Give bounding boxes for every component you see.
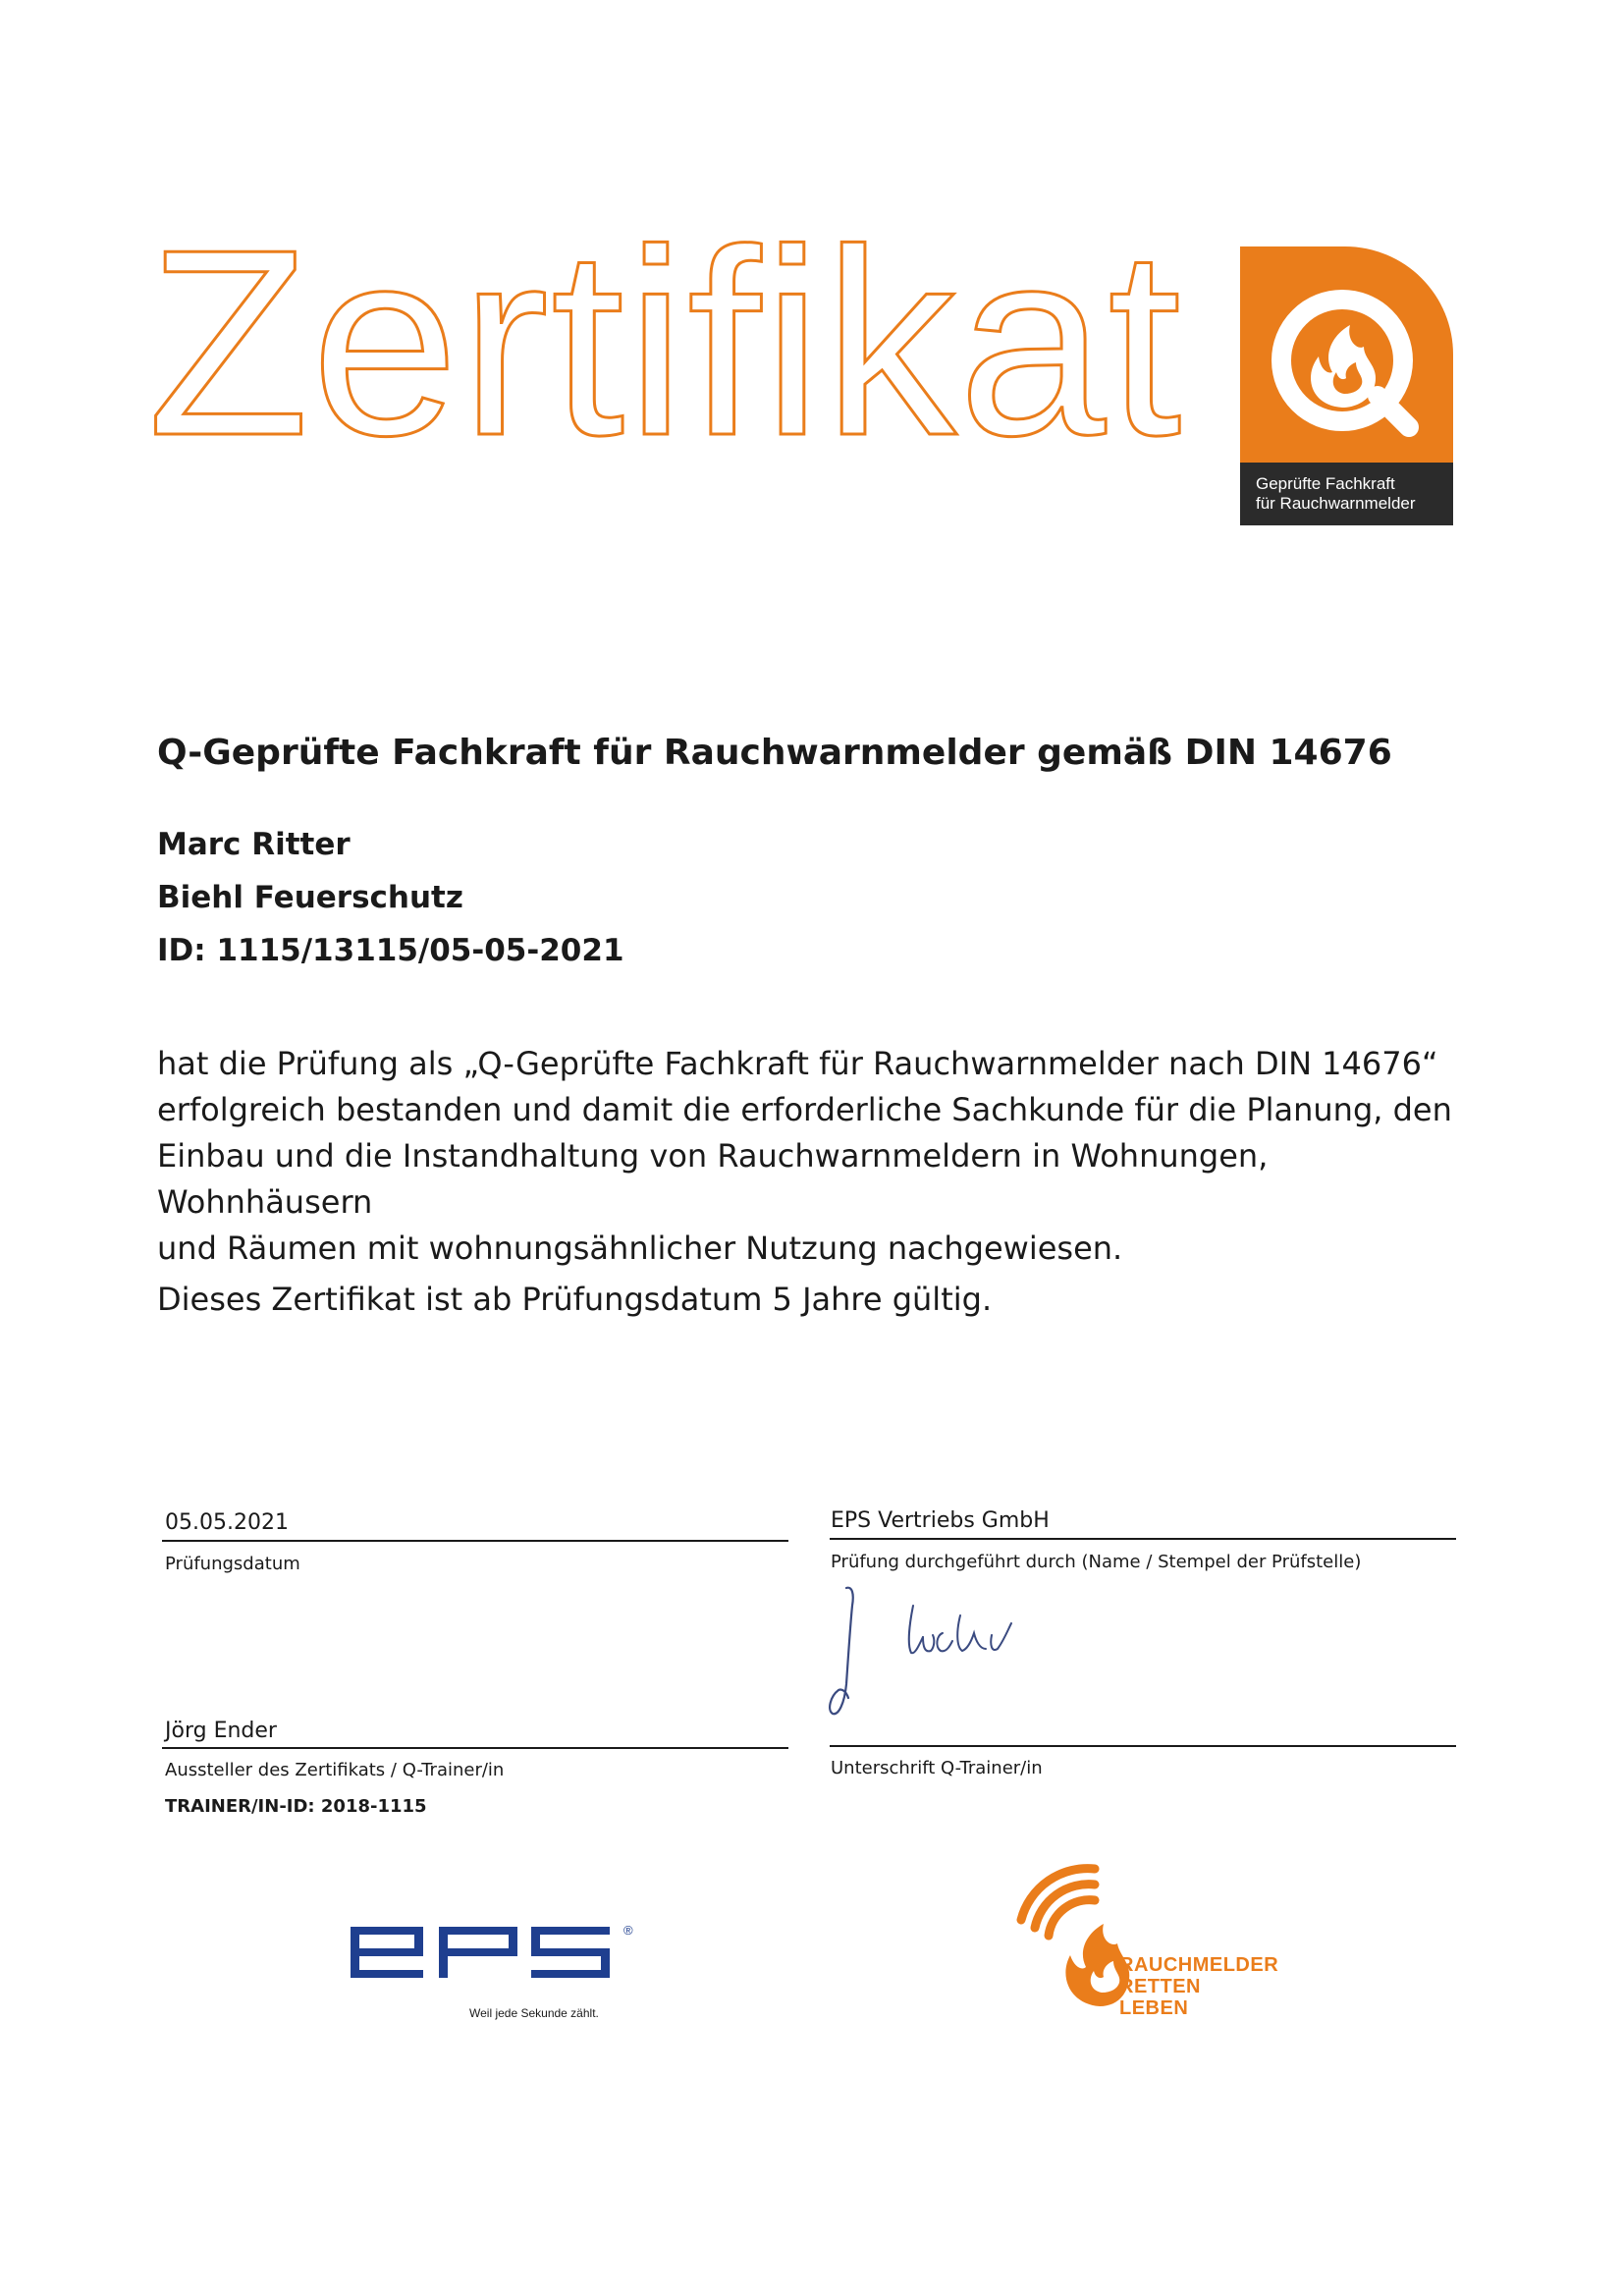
body-line: Einbau und die Instandhaltung von Rauchwarnmeldern in Wohnungen, Wohnhäusern — [157, 1137, 1269, 1221]
signature-line — [830, 1745, 1456, 1747]
rml-slogan — [1119, 1954, 1278, 2019]
trainer-id: TRAINER/IN-ID: 2018-1115 — [165, 1796, 427, 1817]
svg-text:®: ® — [623, 1925, 633, 1938]
issuer-caption: Aussteller des Zertifikats / Q-Trainer/in — [165, 1760, 505, 1780]
examiner-caption: Prüfung durchgeführt durch (Name / Stempel der Prüfstelle) — [831, 1552, 1362, 1572]
badge-caption — [1256, 474, 1416, 514]
qualification-heading: Q-Geprüfte Fachkraft für Rauchwarnmelder gemäß DIN 14676 — [157, 733, 1392, 773]
issuer-line — [162, 1747, 788, 1749]
badge-caption-line2: für Rauchwarnmelder — [1256, 494, 1416, 513]
q-badge-logo — [1240, 246, 1453, 525]
exam-date-line — [162, 1540, 788, 1542]
recipient-company: Biehl Feuerschutz — [157, 880, 463, 915]
recipient-id: ID: 1115/13115/05-05-2021 — [157, 933, 624, 968]
handwritten-signature — [825, 1576, 1041, 1723]
body-line: hat die Prüfung als „Q-Geprüfte Fachkraft für Rauchwarnmelder nach DIN 14676“ — [157, 1045, 1438, 1082]
eps-tagline: Weil jede Sekunde zählt. — [469, 2006, 599, 2020]
examiner-line — [830, 1538, 1456, 1540]
recipient-name: Marc Ritter — [157, 827, 351, 862]
body-line: und Räumen mit wohnungsähnlicher Nutzung nachgewiesen. — [157, 1230, 1123, 1267]
exam-date-caption: Prüfungsdatum — [165, 1554, 300, 1574]
q-flame-icon — [1262, 280, 1429, 447]
certificate-title: Zertifikat — [147, 195, 1184, 491]
rml-line: LEBEN — [1119, 1997, 1189, 2019]
badge-caption-line1: Geprüfte Fachkraft — [1256, 474, 1395, 493]
body-line: erfolgreich bestanden und damit die erforderliche Sachkunde für die Planung, den — [157, 1091, 1452, 1128]
certificate-body — [157, 1041, 1473, 1272]
exam-date-value: 05.05.2021 — [165, 1510, 289, 1535]
validity-statement: Dieses Zertifikat ist ab Prüfungsdatum 5 Jahre gültig. — [157, 1281, 993, 1318]
issuer-value: Jörg Ender — [165, 1719, 277, 1743]
signature-caption: Unterschrift Q-Trainer/in — [831, 1758, 1043, 1778]
rml-line: RETTEN — [1119, 1976, 1201, 1997]
rml-line: RAUCHMELDER — [1119, 1954, 1279, 1976]
examiner-value: EPS Vertriebs GmbH — [831, 1508, 1050, 1533]
